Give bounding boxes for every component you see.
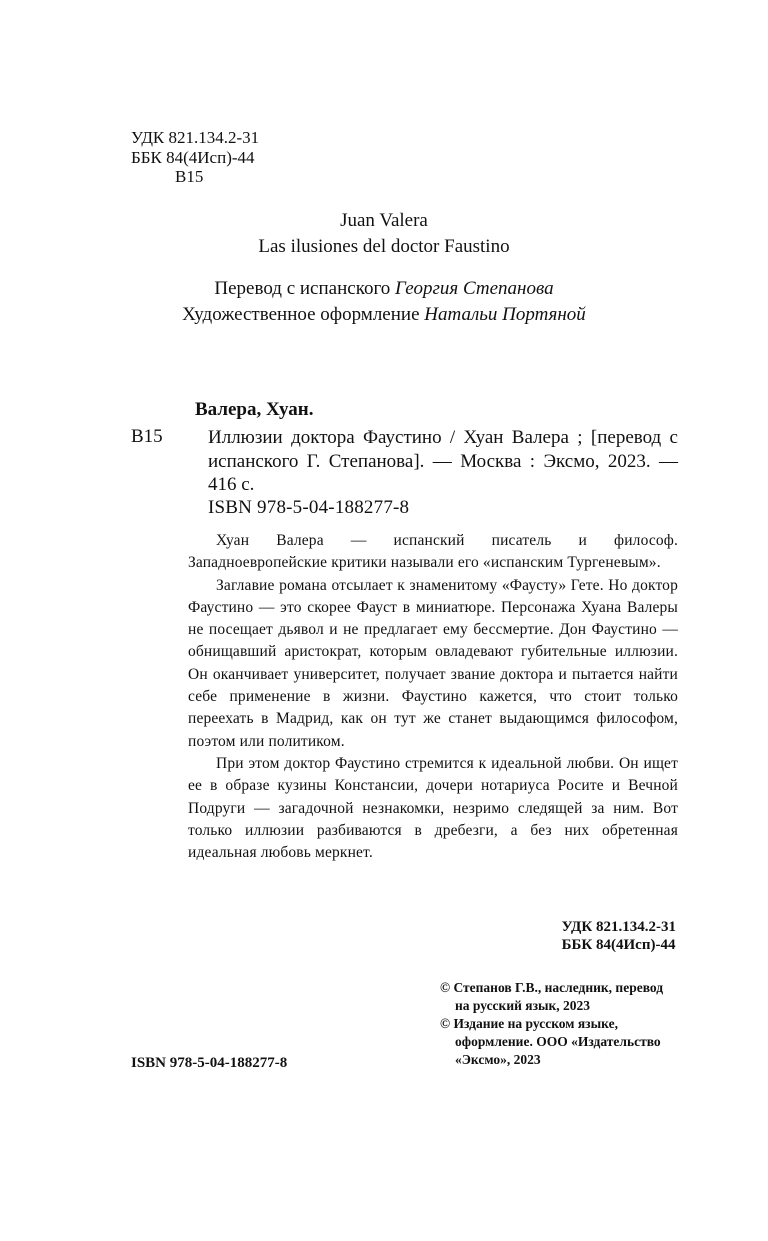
designer-name: Натальи Портяной xyxy=(424,304,586,325)
annotation xyxy=(188,530,678,864)
bbk-code: ББК 84(4Исп)-44 xyxy=(131,147,255,167)
translator-name: Георгия Степанова xyxy=(395,278,554,299)
udk-code-bottom: УДК 821.134.2-31 xyxy=(561,919,676,935)
original-author: Juan Valera xyxy=(340,210,428,231)
copyright-edition: © Издание на русском языке, оформление. ООО «Издательство «Эксмо», 2023 xyxy=(440,1016,661,1067)
design-credit xyxy=(0,302,768,328)
author-mark: В15 xyxy=(175,167,204,186)
translation-credit xyxy=(0,276,768,302)
classification-block-top xyxy=(131,128,259,187)
isbn-bottom: ISBN 978-5-04-188277-8 xyxy=(131,1055,288,1071)
translation-prefix: Перевод с испанского xyxy=(214,278,391,299)
author-mark-bib: В15 xyxy=(131,426,163,447)
copyright-translation: © Степанов Г.В., наследник, перевод на русский язык, 2023 xyxy=(440,980,664,1013)
isbn-bib: ISBN 978-5-04-188277-8 xyxy=(208,497,410,518)
annotation-paragraph: Заглавие романа отсылает к знаменитому «Фаусту» Гете. Но доктор Фаустино — это скорее Фауст в миниатюре. Персонажа Хуана Валеры не посещает дьявол и не предлагает ему бессмертие. Дон Фаустино — обнищавший аристократ, которым овладевают губительные иллюзии. Он оканчивает университет, получает звание доктора и пытается найти себе применение в жизни. Фаустино кажется, что стоит только переехать в Мадрид, как он тут же станет выдающимся философом, поэтом или политиком. xyxy=(188,576,678,750)
udk-code: УДК 821.134.2-31 xyxy=(131,128,260,147)
credits-block xyxy=(0,276,768,328)
original-title-block xyxy=(0,208,768,260)
bbk-code-bottom: ББК 84(4Исп)-44 xyxy=(561,937,676,953)
classification-block-bottom xyxy=(562,918,676,954)
copyright-block xyxy=(440,979,680,1069)
bibliographic-description: Иллюзии доктора Фаустино / Хуан Валера ; [перевод с испанского Г. Степанова]. — Москва : Эксмо, 2023. — 416 с. xyxy=(208,427,678,495)
original-title: Las ilusiones del doctor Faustino xyxy=(258,236,510,257)
annotation-paragraph: Хуан Валера — испанский писатель и философ. Западноевропейские критики называли его «испанским Тургеневым». xyxy=(188,532,678,572)
design-prefix: Художественное оформление xyxy=(182,304,420,325)
annotation-paragraph: При этом доктор Фаустино стремится к идеальной любви. Он ищет ее в образе кузины Констансии, дочери нотариуса Росите и Вечной Подруги — загадочной незнакомки, незримо следящей за ним. Вот только иллюзии разбиваются в дребезги, а без них обретенная идеальная любовь меркнет. xyxy=(188,754,678,862)
author-heading: Валера, Хуан. xyxy=(195,399,314,420)
